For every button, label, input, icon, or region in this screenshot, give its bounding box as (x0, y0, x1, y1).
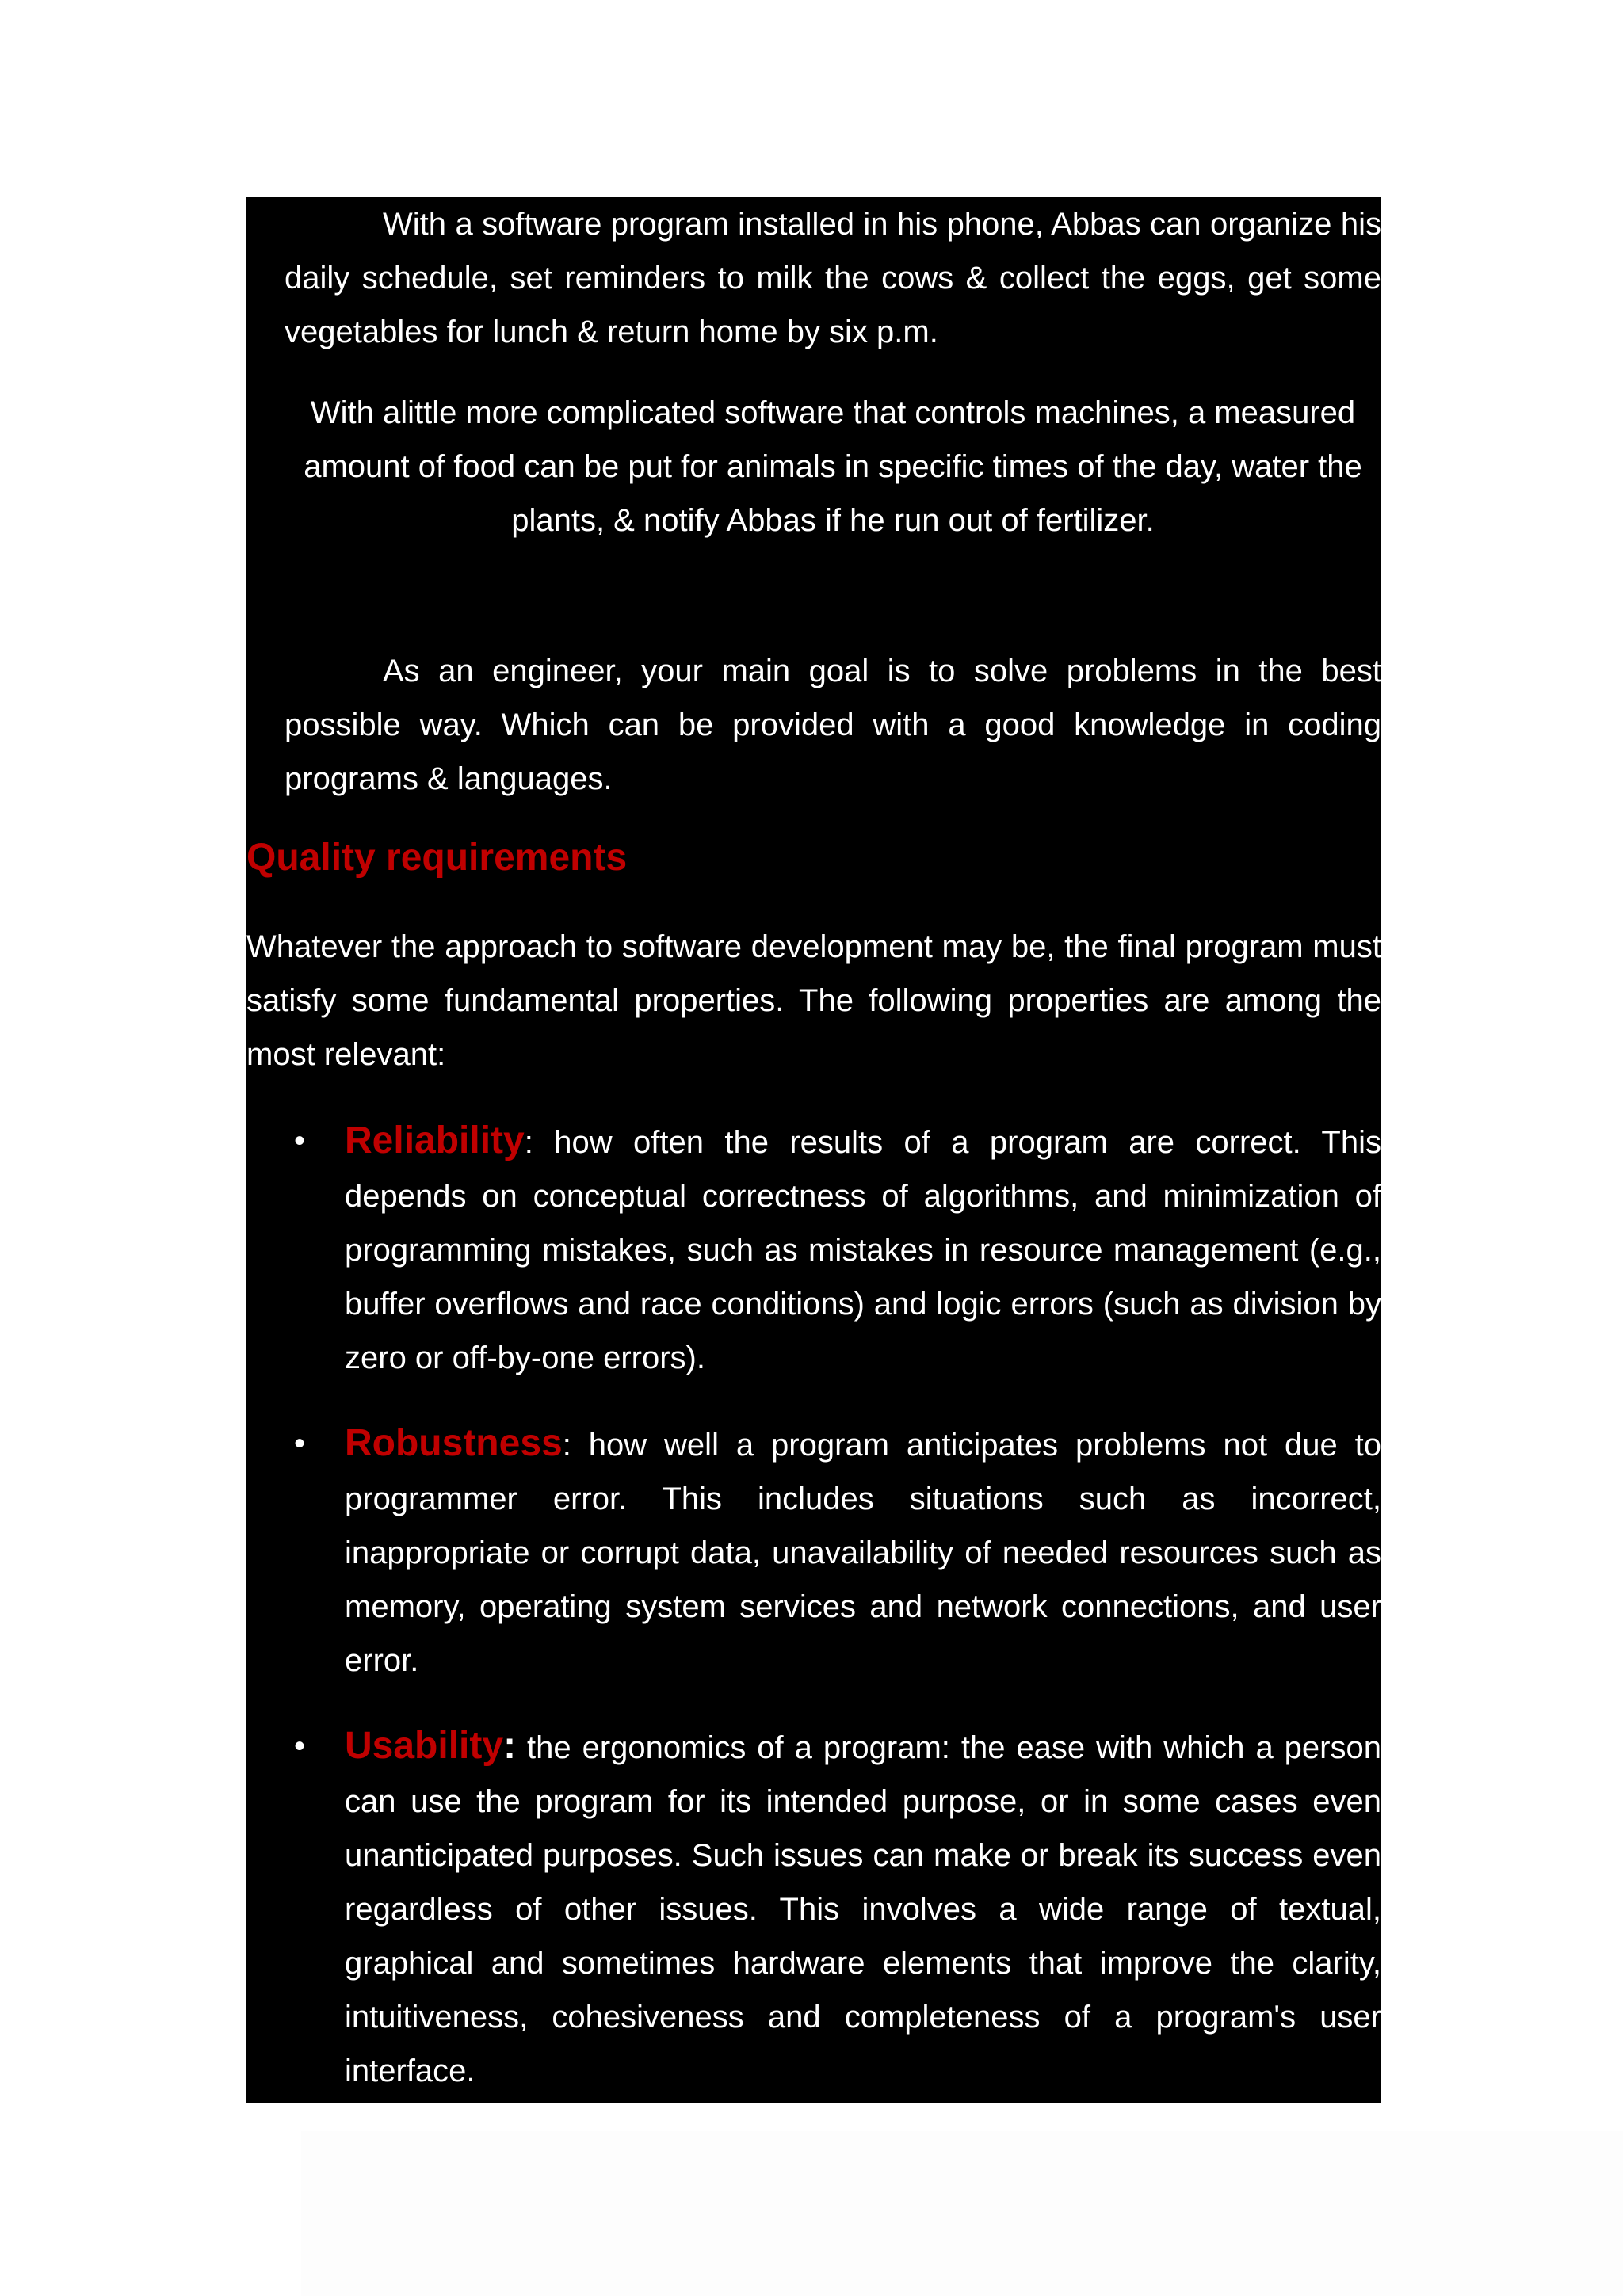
list-item-text (345, 1114, 1381, 1385)
list-item-text (345, 1417, 1381, 1688)
page-shadow (301, 2131, 1623, 2296)
bullet-icon: • (294, 1123, 306, 1158)
paragraph-quality-intro: Whatever the approach to software development may be, the final program must satisfy some fundamental properties. The following properties are among the most relevant: (246, 929, 1381, 1072)
document-text-block (246, 197, 1381, 2103)
term-reliability: Reliability (345, 1119, 525, 1161)
term-usability: Usability (345, 1725, 504, 1767)
definition-usability: the ergonomics of a program: the ease with which a person can use the program for its intended purpose, or in some cases even unanticipated purposes. Such issues can make or break its success even regardless of other issues. This involves a wide range of textual, graphical and sometimes hardware elements that improve the clarity, intuitiveness, cohesiveness and completeness of a program's user interface. (345, 1730, 1381, 2088)
definition-reliability: how often the results of a program are correct. This depends on conceptual correctness of algorithms, and minimization of programming mistakes, such as mistakes in resource management (e.g., buffer overflows and race conditions) and logic errors (such as division by zero or off-by-one errors). (345, 1125, 1381, 1375)
term-separator: : (524, 1125, 533, 1160)
bullet-icon: • (294, 1729, 306, 1764)
definition-robustness: how well a program anticipates problems not due to programmer error. This includes situations such as incorrect, inappropriate or corrupt data, unavailability of needed resources such as memory, operating system services and network connections, and user error. (345, 1428, 1381, 1678)
term-separator: : (562, 1428, 571, 1463)
paragraph-engineer-goal: As an engineer, your main goal is to solve problems in the best possible way. Which can be provided with a good knowledge in coding programs & languages. (285, 654, 1381, 796)
term-separator: : (503, 1725, 517, 1767)
bullet-icon: • (294, 1426, 306, 1461)
section-heading-quality-requirements: Quality requirements (246, 837, 628, 879)
term-robustness: Robustness (345, 1422, 563, 1464)
paragraph-machine-software: With alittle more complicated software that controls machines, a measured amount of food can be put for animals in specific times of the day, water the plants, & notify Abbas if he run out of fertilizer. (304, 395, 1362, 538)
list-item-text (345, 1719, 1381, 2098)
paragraph-phone-software: With a software program installed in his phone, Abbas can organize his daily schedule, set reminders to milk the cows & collect the eggs, get some vegetables for lunch & return home by six p.m. (285, 207, 1381, 349)
